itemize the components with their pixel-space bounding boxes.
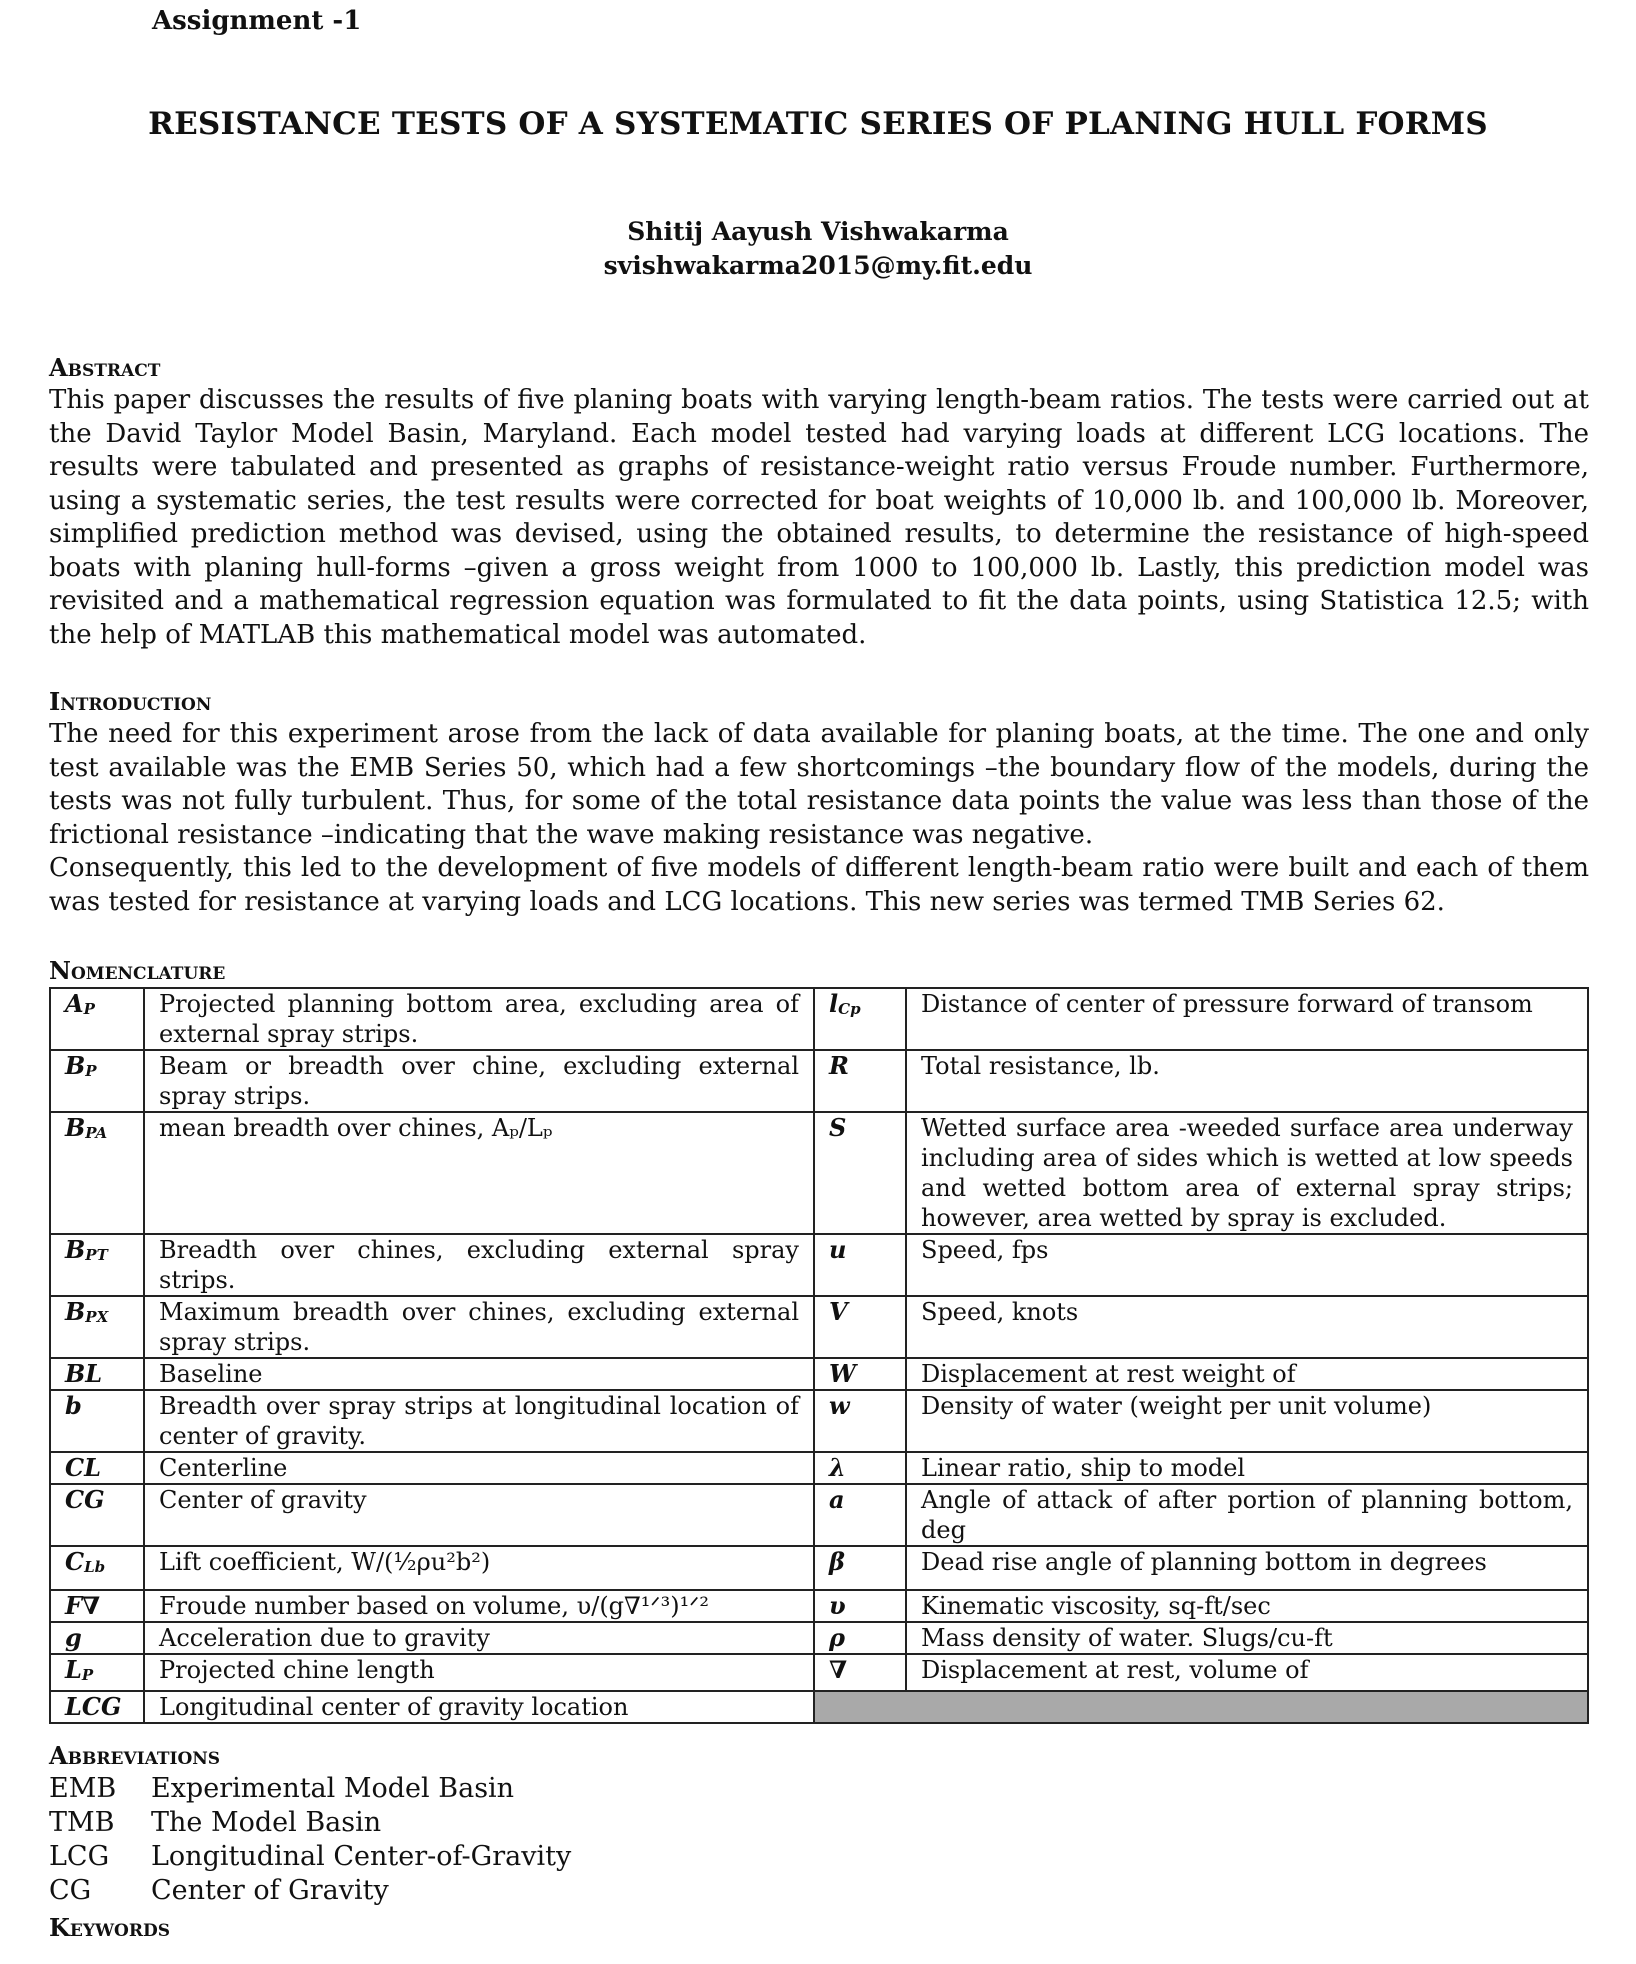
symbol-cell: λ — [814, 1452, 906, 1484]
description-cell: Speed, fps — [906, 1234, 1588, 1296]
description-cell: Maximum breadth over chines, excluding external spray strips. — [144, 1296, 814, 1358]
symbol-cell: g — [50, 1622, 144, 1654]
keywords-section — [49, 1912, 1589, 1944]
description-cell: Projected chine length — [144, 1654, 814, 1691]
symbol-cell: $B_{PX}$ — [50, 1296, 144, 1358]
description-cell: mean breadth over chines, Aₚ/Lₚ — [144, 1112, 814, 1234]
abstract-heading: Abstract — [49, 353, 161, 382]
description-cell: Mass density of water. Slugs/cu-ft — [906, 1622, 1588, 1654]
abstract-section — [49, 352, 1589, 652]
empty-filler-cell — [814, 1691, 1588, 1723]
description-cell: Linear ratio, ship to model — [906, 1452, 1588, 1484]
description-cell: Density of water (weight per unit volume) — [906, 1390, 1588, 1452]
description-cell: Wetted surface area -weeded surface area underway including area of sides which is wetted at low speeds and wetted bottom area of external spray strips; however, area wetted by spray is excluded. — [906, 1112, 1588, 1234]
symbol-cell: ρ — [814, 1622, 906, 1654]
symbol-cell: $L_P$ — [50, 1654, 144, 1691]
description-cell: Froude number based on volume, υ/(g∇¹ᐟ³)¹ᐟ² — [144, 1590, 814, 1622]
introduction-body — [49, 718, 1589, 919]
table-row — [50, 1390, 1588, 1452]
keywords-heading: Keywords — [49, 1913, 170, 1942]
symbol-cell: W — [814, 1358, 906, 1390]
description-cell: Center of gravity — [144, 1484, 814, 1546]
table-row — [50, 1296, 1588, 1358]
table-row — [50, 1622, 1588, 1654]
symbol-cell: V — [814, 1296, 906, 1358]
symbol-cell: F∇ — [50, 1590, 144, 1622]
abbreviations-heading: Abbreviations — [49, 1741, 221, 1770]
abbreviation-item: CG Center of Gravity — [49, 1875, 389, 1906]
abbreviation-item: LCG Longitudinal Center-of-Gravity — [49, 1841, 572, 1872]
description-cell: Speed, knots — [906, 1296, 1588, 1358]
description-cell: Acceleration due to gravity — [144, 1622, 814, 1654]
table-row — [50, 1112, 1588, 1234]
introduction-section — [49, 686, 1589, 919]
abbreviation-item: TMB The Model Basin — [49, 1807, 382, 1838]
table-row — [50, 1590, 1588, 1622]
symbol-cell: b — [50, 1390, 144, 1452]
table-row — [50, 1452, 1588, 1484]
symbol-cell: u — [814, 1234, 906, 1296]
table-row — [50, 988, 1588, 1050]
description-cell: Displacement at rest, volume of — [906, 1654, 1588, 1691]
symbol-cell: R — [814, 1050, 906, 1112]
symbol-cell: $B_{PA}$ — [50, 1112, 144, 1234]
description-cell: Beam or breadth over chine, excluding external spray strips. — [144, 1050, 814, 1112]
symbol-cell: ∇ — [814, 1654, 906, 1691]
paper-title: RESISTANCE TESTS OF A SYSTEMATIC SERIES OF PLANING HULL FORMS — [148, 106, 1488, 142]
table-row — [50, 1234, 1588, 1296]
description-cell: Distance of center of pressure forward of transom — [906, 988, 1588, 1050]
assignment-label: Assignment -1 — [152, 6, 362, 36]
description-cell: Centerline — [144, 1452, 814, 1484]
description-cell: Longitudinal center of gravity location — [144, 1691, 814, 1723]
symbol-cell: β — [814, 1546, 906, 1590]
symbol-cell: CL — [50, 1452, 144, 1484]
table-row — [50, 1484, 1588, 1546]
table-row — [50, 1050, 1588, 1112]
symbol-cell: a — [814, 1484, 906, 1546]
author-block — [0, 215, 1636, 283]
description-cell: Lift coefficient, W/(½ρu²b²) — [144, 1546, 814, 1590]
introduction-paragraph-1: The need for this experiment arose from the lack of data available for planing boats, at the time. The one and only test available was the EMB Series 50, which had a few shortcomings –the boundary flow of the models, during the tests was not fully turbulent. Thus, for some of the total resistance data points the value was less than those of the frictional resistance –indicating that the wave making resistance was negative. — [49, 719, 1589, 850]
description-cell: Angle of attack of after portion of planning bottom, deg — [906, 1484, 1588, 1546]
description-cell: Displacement at rest weight of — [906, 1358, 1588, 1390]
abbreviations-section — [49, 1740, 1589, 1908]
table-row — [50, 1654, 1588, 1691]
symbol-cell: BL — [50, 1358, 144, 1390]
symbol-cell: $l_{Cp}$ — [814, 988, 906, 1050]
description-cell: Kinematic viscosity, sq-ft/sec — [906, 1590, 1588, 1622]
introduction-heading: Introduction — [49, 687, 212, 716]
nomenclature-heading: Nomenclature — [49, 956, 226, 985]
table-row — [50, 1358, 1588, 1390]
description-cell: Breadth over chines, excluding external spray strips. — [144, 1234, 814, 1296]
symbol-cell: $B_P$ — [50, 1050, 144, 1112]
symbol-cell: $B_{PT}$ — [50, 1234, 144, 1296]
symbol-cell: w — [814, 1390, 906, 1452]
symbol-cell: υ — [814, 1590, 906, 1622]
introduction-paragraph-2: Consequently, this led to the development of five models of different length-beam ratio were built and each of them was tested for resistance at varying loads and LCG locations. This new series was termed TMB Series 62. — [49, 853, 1589, 917]
description-cell: Projected planning bottom area, excluding area of external spray strips. — [144, 988, 814, 1050]
description-cell: Dead rise angle of planning bottom in degrees — [906, 1546, 1588, 1590]
nomenclature-table — [49, 987, 1589, 1724]
description-cell: Baseline — [144, 1358, 814, 1390]
symbol-cell: CG — [50, 1484, 144, 1546]
author-name: Shitij Aayush Vishwakarma — [627, 217, 1009, 246]
description-cell: Breadth over spray strips at longitudinal location of center of gravity. — [144, 1390, 814, 1452]
description-cell: Total resistance, lb. — [906, 1050, 1588, 1112]
abstract-text: This paper discusses the results of five planing boats with varying length-beam ratios. The tests were carried out at the David Taylor Model Basin, Maryland. Each model tested had varying loads at different LCG locations. The results were tabulated and presented as graphs of resistance-weight ratio versus Froude number. Furthermore, using a systematic series, the test results were corrected for boat weights of 10,000 lb. and 100,000 lb. Moreover, simplified prediction method was devised, using the obtained results, to determine the resistance of high-speed boats with planing hull-forms –given a gross weight from 1000 to 100,000 lb. Lastly, this prediction model was revisited and a mathematical regression equation was formulated to fit the data points, using Statistica 12.5; with the help of MATLAB this mathematical model was automated. — [49, 385, 1589, 650]
table-row — [50, 1546, 1588, 1590]
symbol-cell: LCG — [50, 1691, 144, 1723]
author-email[interactable]: svishwakarma2015@my.fit.edu — [603, 251, 1033, 280]
symbol-cell: $A_P$ — [50, 988, 144, 1050]
table-row — [50, 1691, 1588, 1723]
nomenclature-section — [49, 955, 1589, 1724]
symbol-cell: $C_{Lb}$ — [50, 1546, 144, 1590]
abbreviation-item: EMB Experimental Model Basin — [49, 1773, 515, 1804]
symbol-cell: S — [814, 1112, 906, 1234]
